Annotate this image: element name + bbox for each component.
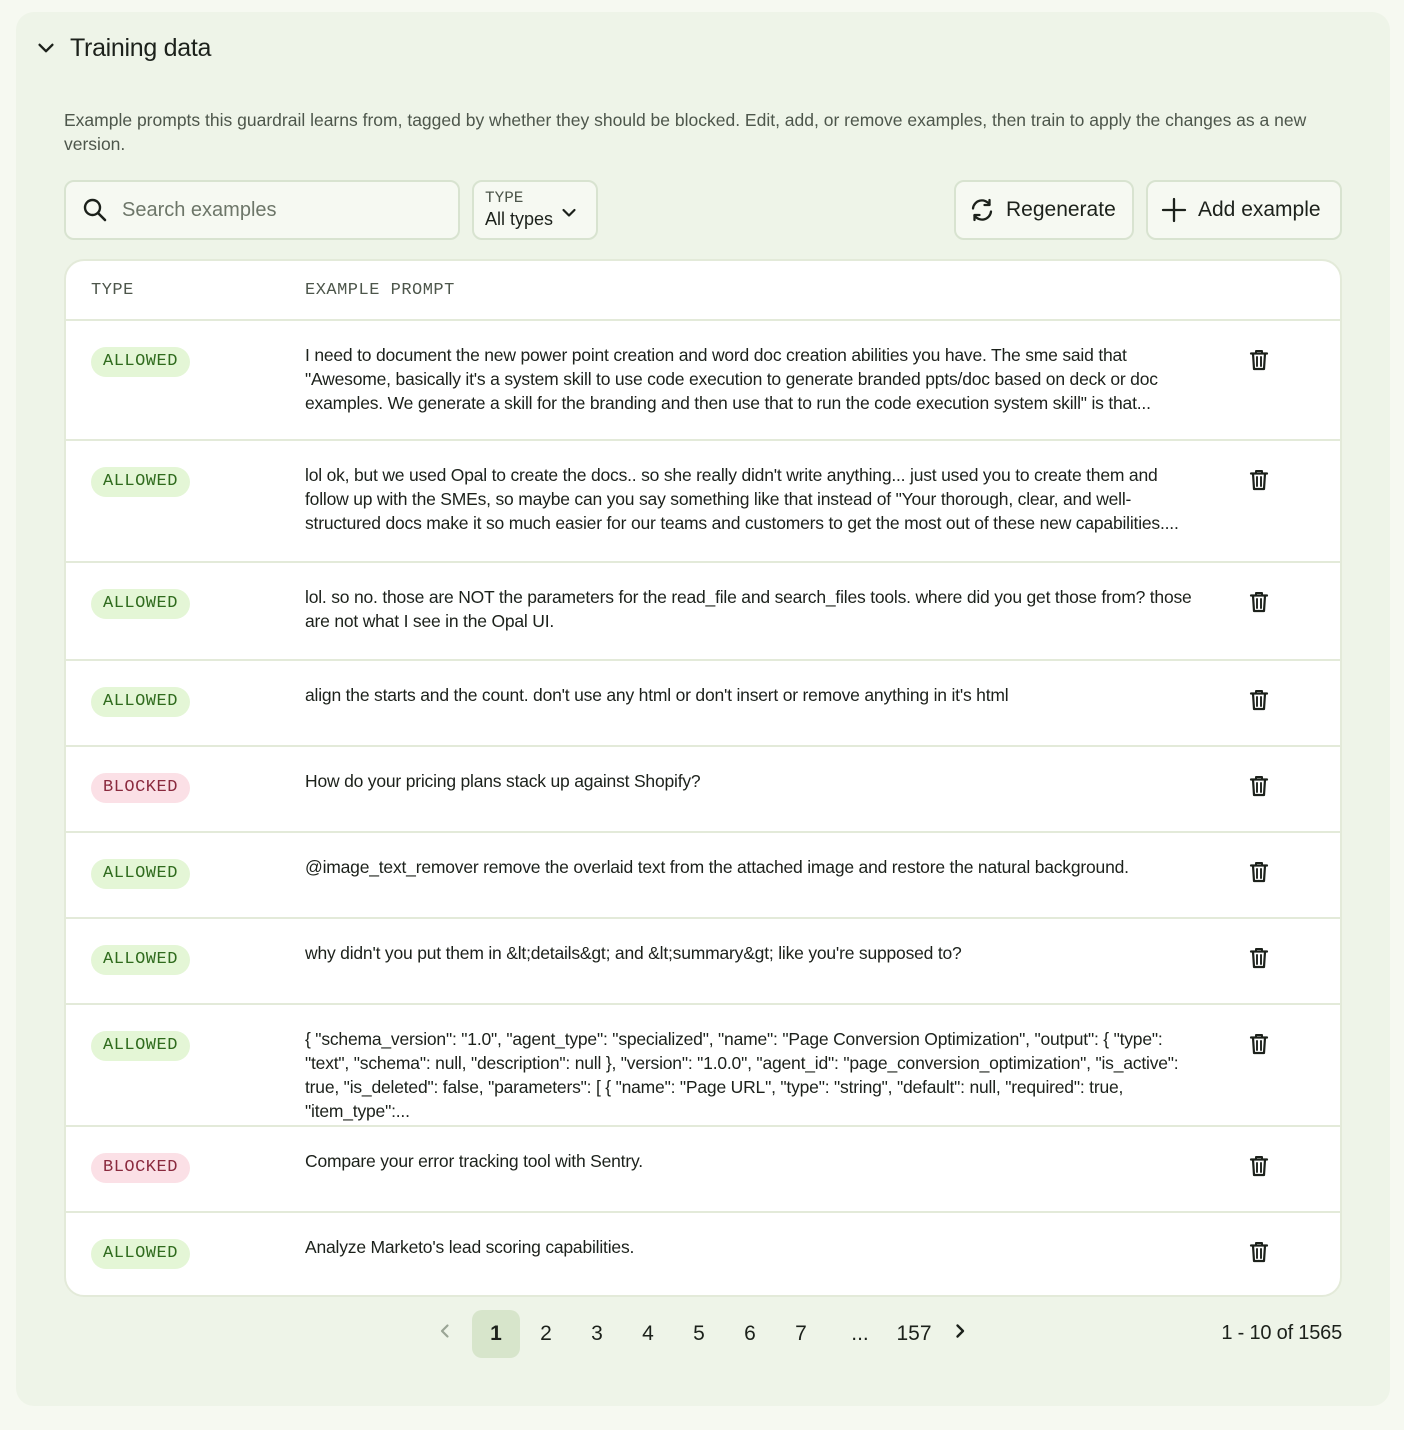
table-row[interactable] (66, 661, 1340, 747)
search-box[interactable] (64, 180, 460, 240)
result-range: 1 - 10 of 1565 (1221, 1322, 1342, 1344)
example-prompt-text[interactable]: I need to document the new power point creation and word doc creation abilities you have. The sme said that "Awesome, basically it's a system skill to use code execution to generate branded ppts/doc based on deck or doc examples. We generate a skill for the branding and then use that to run the code execution system skill" is that... (305, 345, 1158, 413)
delete-example-button[interactable] (1244, 347, 1274, 377)
delete-example-button[interactable] (1244, 589, 1274, 619)
page-ellipsis: ... (851, 1322, 869, 1345)
page-button[interactable]: 4 (642, 1322, 654, 1345)
delete-example-button[interactable] (1244, 1031, 1274, 1061)
page-button[interactable]: 157 (896, 1322, 932, 1345)
table-row[interactable] (66, 1005, 1340, 1127)
toolbar (64, 180, 1342, 240)
example-prompt-text[interactable]: Analyze Marketo's lead scoring capabilities. (305, 1237, 635, 1257)
type-badge: ALLOWED (91, 687, 190, 717)
delete-example-button[interactable] (1244, 1239, 1274, 1269)
table-row[interactable] (66, 1213, 1340, 1297)
delete-example-button[interactable] (1244, 773, 1274, 803)
chevron-right-icon (951, 1322, 969, 1346)
type-badge: ALLOWED (91, 1031, 190, 1061)
trash-icon (1249, 1155, 1269, 1182)
chevron-down-icon (34, 36, 58, 60)
chevron-left-icon (436, 1322, 454, 1346)
table-row[interactable] (66, 747, 1340, 833)
type-badge: ALLOWED (91, 589, 190, 619)
plus-icon (1160, 196, 1188, 224)
delete-example-button[interactable] (1244, 945, 1274, 975)
column-header-prompt: EXAMPLE PROMPT (305, 281, 455, 300)
table-row[interactable] (66, 321, 1340, 441)
example-prompt-text[interactable]: align the starts and the count. don't use any html or don't insert or remove anything in it's html (305, 685, 1009, 705)
search-input[interactable] (122, 199, 422, 222)
trash-icon (1249, 1033, 1269, 1060)
type-badge: ALLOWED (91, 859, 190, 889)
table-row[interactable] (66, 563, 1340, 661)
trash-icon (1249, 689, 1269, 716)
table-header (66, 261, 1340, 321)
page-button[interactable]: 6 (744, 1322, 756, 1345)
table-row[interactable] (66, 833, 1340, 919)
example-prompt-text[interactable]: Compare your error tracking tool with Sentry. (305, 1151, 643, 1171)
example-prompt-text[interactable]: lol. so no. those are NOT the parameters for the read_file and search_files tools. where did you get those from? those are not what I see in the Opal UI. (305, 587, 1192, 631)
type-badge: ALLOWED (91, 945, 190, 975)
page-button[interactable]: 5 (693, 1322, 705, 1345)
section-title: Training data (70, 33, 212, 62)
regenerate-button[interactable] (954, 180, 1134, 240)
add-example-button[interactable] (1146, 180, 1342, 240)
type-badge: ALLOWED (91, 1239, 190, 1269)
trash-icon (1249, 861, 1269, 888)
page-button[interactable]: 7 (795, 1322, 807, 1345)
trash-icon (1249, 947, 1269, 974)
section-description: Example prompts this guardrail learns from, tagged by whether they should be blocked. Edit, add, or remove examples, then train to apply the changes as a new version. (64, 110, 1307, 154)
example-prompt-text[interactable]: How do your pricing plans stack up against Shopify? (305, 771, 701, 791)
refresh-icon (968, 196, 996, 224)
column-header-type: TYPE (91, 281, 134, 300)
page-button[interactable]: 3 (591, 1322, 603, 1345)
type-badge: BLOCKED (91, 773, 190, 803)
example-prompt-text[interactable]: @image_text_remover remove the overlaid text from the attached image and restore the natural background. (305, 857, 1129, 877)
next-page-button[interactable] (936, 1310, 984, 1358)
table-row[interactable] (66, 919, 1340, 1005)
prev-page-button[interactable] (421, 1310, 469, 1358)
trash-icon (1249, 469, 1269, 496)
table-body (66, 321, 1340, 1297)
type-badge: ALLOWED (91, 467, 190, 497)
example-prompt-text[interactable]: { "schema_version": "1.0", "agent_type": "specialized", "name": "Page Conversion Optimization", "output": { "type": "text", "schema": null, "description": null }, "version": "1.0.0", "agent_id": "page_conversion_optimization", "is_active": true, "is_deleted": false, "parameters": [ { "name": "Page URL", "type": "string", "default": null, "required": true, "item_type":... (305, 1029, 1179, 1121)
chevron-down-icon (560, 204, 578, 222)
training-data-panel (16, 12, 1390, 1406)
add-example-label: Add example (1198, 198, 1321, 221)
delete-example-button[interactable] (1244, 1153, 1274, 1183)
table-row[interactable] (66, 1127, 1340, 1213)
search-icon (82, 197, 108, 223)
trash-icon (1249, 1241, 1269, 1268)
page-button[interactable]: 2 (540, 1322, 552, 1345)
type-badge: ALLOWED (91, 347, 190, 377)
type-filter-value: All types (485, 209, 554, 229)
delete-example-button[interactable] (1244, 687, 1274, 717)
pagination (16, 1310, 1390, 1358)
type-badge: BLOCKED (91, 1153, 190, 1183)
example-prompt-text[interactable]: why didn't you put them in &lt;details&gt; and &lt;summary&gt; like you're supposed to? (305, 943, 962, 963)
page-button[interactable]: 1 (472, 1310, 520, 1358)
example-prompt-text[interactable]: lol ok, but we used Opal to create the docs.. so she really didn't write anything... just used you to create them and follow up with the SMEs, so maybe can you say something like that instead of "Your thorough, clear, and well-structured docs make it so much easier for our teams and customers to get the most out of these new capabilities.... (305, 465, 1179, 533)
delete-example-button[interactable] (1244, 859, 1274, 889)
examples-table (64, 259, 1342, 1297)
table-row[interactable] (66, 441, 1340, 563)
type-filter-label: TYPE (485, 189, 524, 207)
trash-icon (1249, 349, 1269, 376)
type-filter-dropdown[interactable] (472, 180, 598, 240)
regenerate-label: Regenerate (1006, 198, 1116, 221)
trash-icon (1249, 591, 1269, 618)
trash-icon (1249, 775, 1269, 802)
delete-example-button[interactable] (1244, 467, 1274, 497)
section-toggle[interactable] (34, 30, 211, 66)
